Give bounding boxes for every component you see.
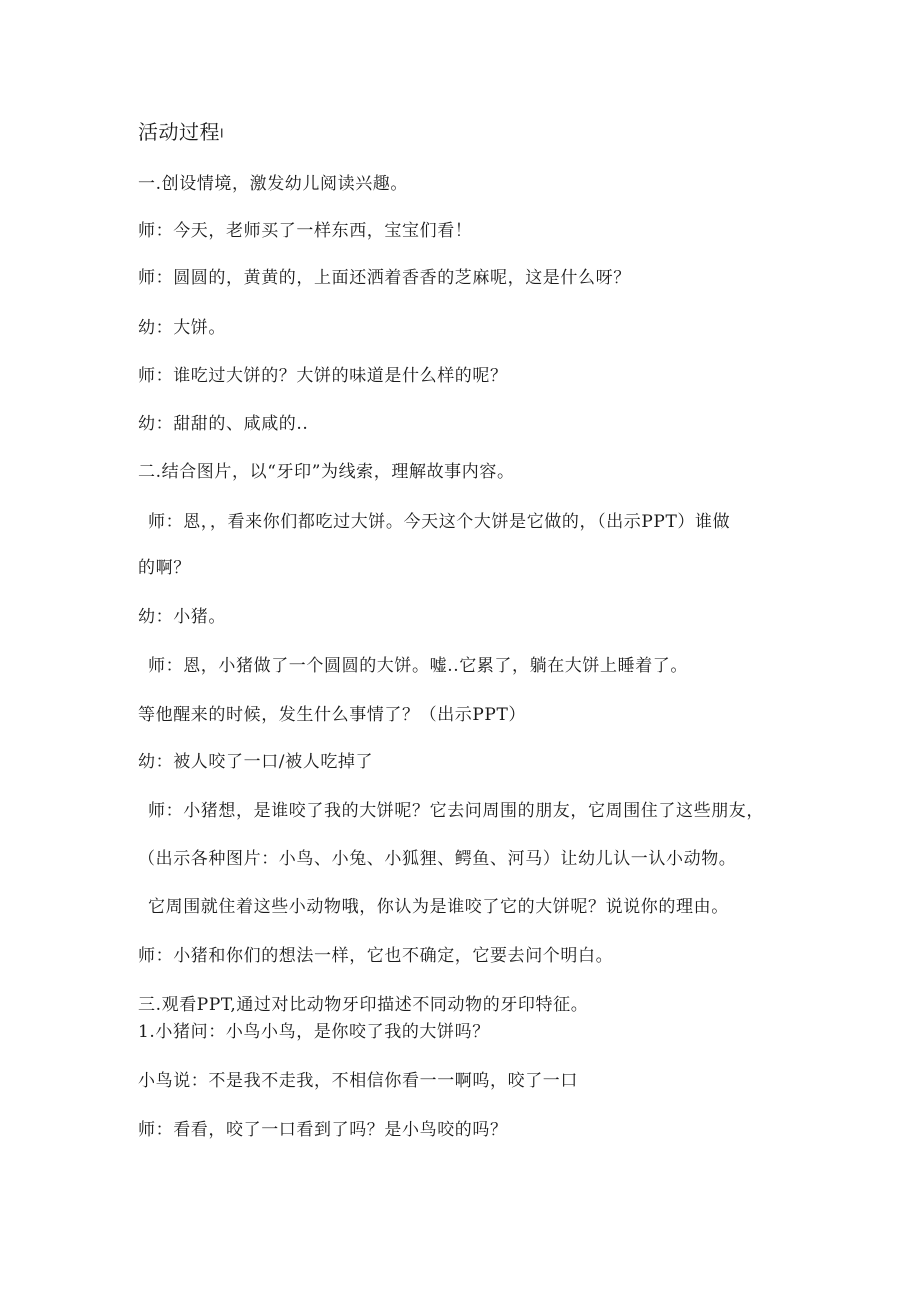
paragraph: 小鸟说：不是我不走我，不相信你看一一啊呜，咬了一口	[138, 1071, 578, 1091]
paragraph: 师：恩，，看来你们都吃过大饼。今天这个大饼是它做的，（出示PPT）谁做	[148, 512, 731, 532]
paragraph: 师：谁吃过大饼的？大饼的味道是什么样的呢？	[138, 366, 508, 386]
paragraph: 它周围就住着这些小动物哦，你认为是谁咬了它的大饼呢？说说你的理由。	[148, 897, 729, 917]
section-title: 活动过程I	[138, 120, 225, 144]
paragraph: 幼：被人咬了一口/被人吃掉了	[138, 752, 374, 772]
paragraph: 的啊？	[138, 558, 191, 578]
list-item: 1.小猪问：小鸟小鸟，是你咬了我的大饼吗？	[138, 1022, 490, 1042]
section-heading-3: 三.观看PPT,通过对比动物牙印描述不同动物的牙印特征。	[138, 995, 589, 1015]
paragraph: 师：小猪想，是谁咬了我的大饼呢？它去问周围的朋友，它周围住了这些朋友，	[148, 801, 764, 821]
paragraph: 幼：小猪。	[138, 607, 226, 627]
paragraph: （出示各种图片：小鸟、小兔、小狐狸、鳄鱼、河马）让幼儿认一认小动物。	[138, 849, 737, 869]
section-heading-1: 一.创设情境，激发幼儿阅读兴趣。	[138, 174, 409, 194]
paragraph: 师：小猪和你们的想法一样，它也不确定，它要去问个明白。	[138, 946, 614, 966]
paragraph: 等他醒来的时候，发生什么事情了？（出示PPT）	[138, 705, 527, 725]
paragraph: 师：圆圆的，黄黄的，上面还洒着香香的芝麻呢，这是什么呀？	[138, 268, 631, 288]
paragraph: 师：今天，老师买了一样东西，宝宝们看！	[138, 221, 473, 241]
section-heading-2: 二.结合图片，以“牙印”为线索，理解故事内容。	[138, 462, 515, 482]
paragraph: 师：恩，小猪做了一个圆圆的大饼。嘘..它累了，躺在大饼上睡着了。	[148, 656, 689, 676]
paragraph: 师：看看，咬了一口看到了吗？是小鸟咬的吗？	[138, 1120, 508, 1140]
paragraph: 幼：大饼。	[138, 318, 226, 338]
paragraph: 幼：甜甜的、咸咸的..	[138, 414, 309, 434]
